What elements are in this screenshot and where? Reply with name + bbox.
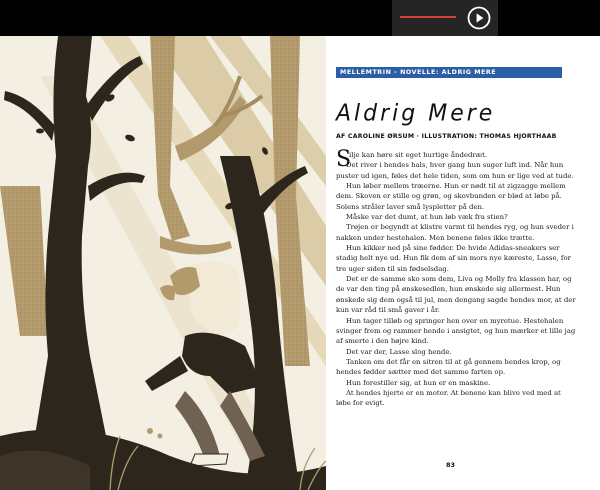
body-line: Det er de samme sko som dem, Liva og Molly fra klassen har, og <box>346 275 572 284</box>
article-column <box>326 36 600 490</box>
article-body <box>336 147 576 409</box>
body-line: Hun tager tilløb og springer hen over en myretue. Hestehalen <box>346 316 564 325</box>
progress-fill <box>400 16 456 18</box>
body-line: løbe for evigt. <box>336 399 385 408</box>
article-title: Aldrig Mere <box>336 100 496 127</box>
body-line: Solens stråler laver små lyspletter på den. <box>336 202 485 211</box>
body-line: tre uger siden til sin fødselsdag. <box>336 264 449 273</box>
body-line: kun var råd til små gaver i år. <box>336 306 440 315</box>
body-line: Hun kikker ned på sine fødder. De hvide Adidas-sneakers ser <box>346 244 560 253</box>
body-line: puster ud igen, føles det hele tiden, som om hun er lige ved at tude. <box>336 171 574 180</box>
body-line: Måske var det dumt, at hun løb væk fra stien? <box>346 213 508 222</box>
body-line: af smerte i den højre kind. <box>336 337 429 346</box>
body-line: stadig helt nye ud. Hun fik dem af sin mors nye kæreste, Lasse, for <box>336 254 571 263</box>
play-icon[interactable] <box>467 6 491 30</box>
body-line: Det river i hendes hals, hver gang hun suger luft ind. Når hun <box>346 161 564 170</box>
section-kicker: MELLEMTRIN - NOVELLE: ALDRIG MERE <box>336 67 562 78</box>
body-line: dem. Skoven er stille og grøn, og skovbunden er blød at løbe på. <box>336 192 562 201</box>
body-line: ønskede sig dem også til jul, men dengang sagde hendes mor, at der <box>336 295 576 304</box>
body-line: Trøjen er begyndt at klistre varmt til hendes ryg, og hun sveder i <box>346 223 574 232</box>
forest-illustration <box>0 36 326 490</box>
body-line: hendes fødder sætter med det samme farten op. <box>336 368 506 377</box>
body-line: nakken under hestehalen. Men benene føles ikke trætte. <box>336 233 535 242</box>
body-line: S ilje kan høre sit eget hurtige åndedræt. <box>336 147 488 172</box>
body-line: de var den ting på ønskesedlen, hun ønskede sig allermest. Hun <box>336 285 561 294</box>
body-line: Tanken om det får en sitren til at gå gennem hendes krop, og <box>346 357 561 366</box>
body-line: Hun løber mellem træerne. Hun er nødt til at zigzagge mellem <box>346 182 566 191</box>
body-line: At hendes hjerte er en motor. At benene kan blive ved med at <box>346 388 561 397</box>
body-line: Det var der, Lasse slog hende. <box>346 347 452 356</box>
article-byline: AF CAROLINE ØRSUM · ILLUSTRATION: THOMAS HJORTHAAB <box>336 133 557 140</box>
body-line: svinger frem og rammer hende i ansigtet, og hun mærker et lille jag <box>336 326 576 335</box>
top-bar <box>0 0 600 36</box>
magazine-spread <box>0 36 600 490</box>
drop-cap: S <box>336 147 352 172</box>
progress-bar[interactable] <box>400 16 456 18</box>
body-line: Hun forestiller sig, at hun er en maskine. <box>346 378 491 387</box>
page-number: 83 <box>446 461 456 469</box>
